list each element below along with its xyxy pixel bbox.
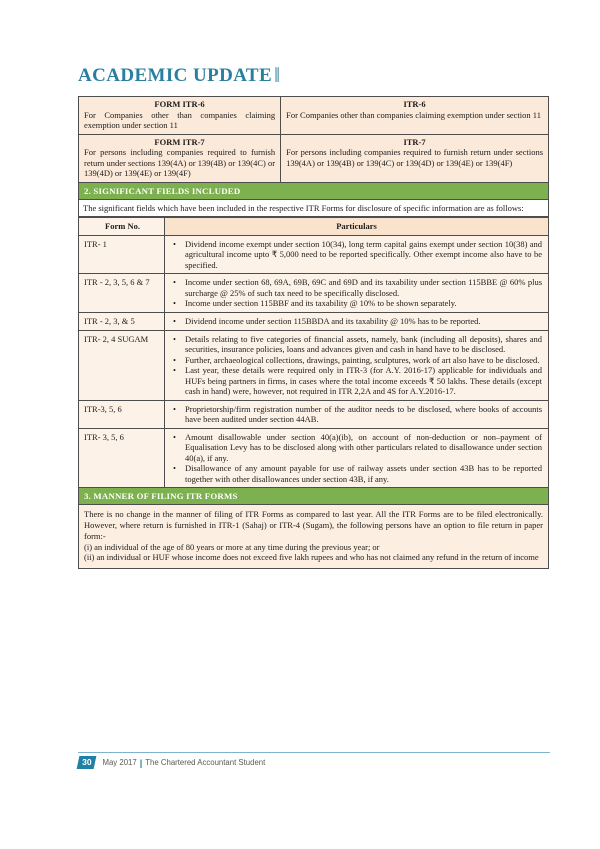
bullet-point: • Further, archaeological collections, drawings, painting, sculptures, work of art also have to be disclosed. [169,355,542,366]
footer-issue: May 2017 [102,758,137,767]
cell-heading: ITR-7 [403,136,426,147]
cell-body: For Companies other than companies claiming exemption under section 11 [84,109,276,131]
itr-forms-table [78,96,549,183]
page-title-text: ACADEMIC UPDATE [78,65,273,86]
bullet-list [169,334,542,397]
form-no-cell: ITR - 2, 3, 5, 6 & 7 [79,274,165,313]
itr7-cell [281,134,549,182]
list-item-ii: (ii) an individual or HUF whose income does not exceed five lakh rupees and who has not claimed any refund in the return of income [84,552,539,563]
bullet-list [169,239,542,271]
form-no-cell: ITR- 2, 4 SUGAM [79,330,165,400]
page-content [78,64,549,569]
cell-heading: FORM ITR-7 [154,136,205,147]
particulars-cell [165,312,549,330]
particulars-cell [165,274,549,313]
table-row [79,274,549,313]
paragraph: There is no change in the manner of filing of ITR Forms as compared to last year. All the ITR Forms are to be filed electronically. However, where return is furnished in ITR-1 (Sahaj) or ITR-4 (Sugam), the following persons have an option to file return in paper form:- [84,509,543,541]
footer-separator: | [139,757,143,768]
form-no-cell: ITR- 3, 5, 6 [79,428,165,488]
cell-heading: ITR-6 [403,99,426,109]
particulars-cell [165,330,549,400]
table-row [79,428,549,488]
bullet-point: • Proprietorship/firm registration number of the auditor needs to be disclosed, where books of accounts have been audited under section 44AB. [169,404,542,425]
section-3-body [78,505,549,569]
section-2-header: 2. SIGNIFICANT FIELDS INCLUDED [78,183,549,200]
bullet-point: • Income under section 68, 69A, 69B, 69C and 69D and its taxability under section 115BBE @ 60% plus surcharge @ 25% of such tax need to be specifically disclosed. [169,277,542,298]
page-footer [78,752,550,769]
table-row [79,97,549,135]
list-item-i: (i) an individual of the age of 80 years or more at any time during the previous year; or [84,541,380,552]
section-2-intro: The significant fields which have been included in the respective ITR Forms for disclosure of specific information are as follows: [78,200,549,218]
particulars-cell [165,400,549,428]
table-row [79,400,549,428]
bullet-list [169,277,542,309]
cell-body: For persons including companies required to furnish return under sections 139(4A) or 139(4B) or 139(4C) or 139(4D) or 139(4E) or 139(4F) [84,147,276,179]
table-row [79,134,549,182]
page-number: 30 [82,757,92,767]
footer-content [78,756,550,769]
bullet-point: • Details relating to five categories of financial assets, namely, bank (including all deposits), shares and securities, insurance policies, loans and advances given and cash in hand have to be disclosed. [169,334,542,355]
footer-publication: The Chartered Accountant Student [145,758,266,767]
particulars-cell [165,235,549,274]
form-no-column-header: Form No. [79,218,165,236]
table-row [79,330,549,400]
bullet-point: • Dividend income exempt under section 10(34), long term capital gains exempt under section 10(38) and agricultural income upto ₹ 5,000 need to be reported specifically. Other exempt income also have to be specified. [169,239,542,271]
bullet-point: • Disallowance of any amount payable for use of railway assets under section 43B has to be reported together with other disallowances under section 43B, if any. [169,463,542,484]
cell-body: For persons including companies required to furnish return under sections 139(4A) or 139(4B) or 139(4C) or 139(4D) or 139(4E) or 139(4F) [286,147,543,168]
double-bar-icon: ‖ [274,63,281,87]
significant-fields-table [78,217,549,488]
form-no-cell: ITR- 1 [79,235,165,274]
itr6-cell [281,97,549,135]
form-no-cell: ITR-3, 5, 6 [79,400,165,428]
form-itr6-cell [79,97,281,135]
section-3-header: 3. MANNER OF FILING ITR FORMS [78,488,549,505]
cell-body: For Companies other than companies claiming exemption under section 11 [286,109,541,120]
table-row [79,235,549,274]
bullet-list [169,432,542,485]
particulars-column-header: Particulars [165,218,549,236]
bullet-point: • Dividend income under section 115BBDA and its taxability @ 10% has to be reported. [169,316,542,327]
form-no-cell: ITR - 2, 3, & 5 [79,312,165,330]
particulars-cell [165,428,549,488]
bullet-point: • Income under section 115BBF and its taxability @ 10% to be shown separately. [169,298,542,309]
page-title [78,64,549,87]
table-header-row [79,218,549,236]
table-row [79,312,549,330]
bullet-point: • Amount disallowable under section 40(a)(ib), on account of non-deduction or non–payment of Equalisation Levy has to be disclosed along with other particulars related to disallowance under section 40(a), if any. [169,432,542,464]
bullet-point: • Last year, these details were required only in ITR-3 (for A.Y. 2016-17) applicable for individuals and HUFs being partners in firms, in cases where the total income exceeds ₹ 50 lakhs. These details (except cash in hand) were, however, not required in ITR 2,2A and 4S for A.Y.2016-17. [169,365,542,397]
cell-heading: FORM ITR-6 [154,99,205,109]
page-number-badge [77,756,97,769]
bullet-list [169,316,542,327]
form-itr7-cell [79,134,281,182]
bullet-list [169,404,542,425]
